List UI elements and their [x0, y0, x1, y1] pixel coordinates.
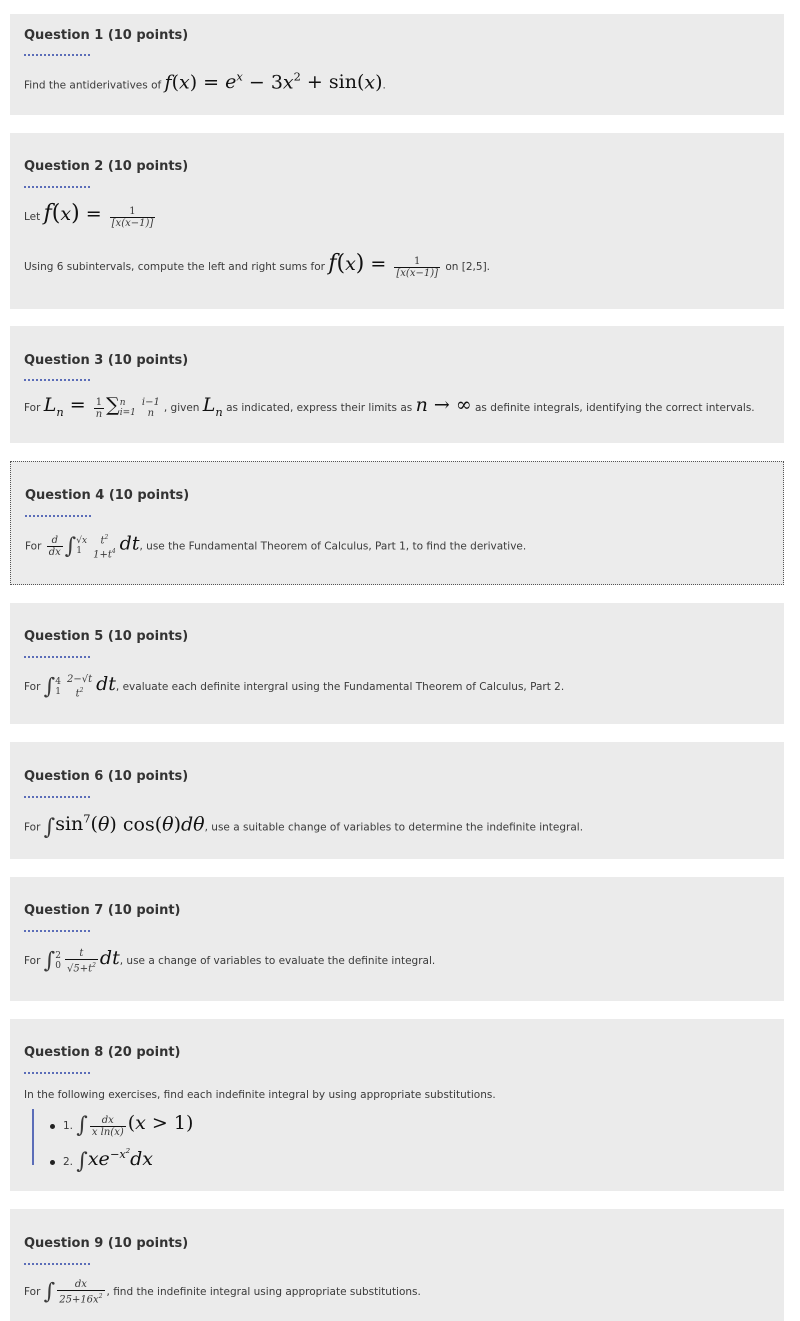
separator — [24, 930, 90, 932]
question-card-5 — [10, 603, 784, 724]
question-text: For $\int\sin^7(\theta)$ cos(θ)dθ, use a suitable change of variables to determine the indefinite integral. — [24, 812, 584, 840]
question-text: Find the antiderivatives of $f(x) = e^x - 3x^2 + \sin(x)$. — [24, 70, 386, 94]
question-card-3 — [10, 326, 784, 443]
separator — [24, 796, 90, 798]
separator — [24, 656, 90, 658]
question-text: For ∫ $\frac{dx}{25+16x^2}$ , find the indefinite integral using appropriate substitutions. — [24, 1279, 421, 1306]
question-card-6 — [10, 742, 784, 859]
question-text: In the following exercises, find each indefinite integral by using appropriate substitutions. — [24, 1089, 496, 1101]
question-title: Question 9 (10 points) — [24, 1236, 189, 1251]
separator — [24, 54, 90, 56]
question-card-1 — [10, 14, 784, 115]
math-fraction: $\frac{1}{[x(x-1)]}$ — [111, 205, 154, 229]
question-title: Question 5 (10 points) — [24, 629, 189, 644]
separator — [24, 186, 90, 188]
separator — [24, 1072, 90, 1074]
list-item: 1. ∫ $\frac{dx}{\text{x ln(x)}}$ (x > 1) — [50, 1109, 193, 1137]
question-text: For ∫ 4 1 2−√t $t^2$ dt, evaluate each definite intergral using the Fundamental Theorem of Calculus, Part 2. — [24, 673, 565, 700]
question-card-2 — [10, 133, 784, 309]
math-expression: f — [164, 71, 172, 94]
separator — [24, 379, 90, 381]
question-card-9 — [10, 1209, 784, 1321]
question-title: Question 1 (10 points) — [24, 28, 189, 43]
question-text-let: Let f(x) = $\frac{1}{[x(x-1)]}$ — [24, 201, 154, 229]
question-text: For $\frac{d}{dx}$ ∫ √x 1 $t^2$ $1+t^4$ dt, use the Fundamental Theorem of Calculus, Part 1, to find the derivative. — [25, 532, 527, 561]
question-text: Using 6 subintervals, compute the left and right sums for f(x) = $\frac{1}{[x(x-1)]}$ on [2,5]. — [24, 251, 491, 279]
question-title: Question 2 (10 points) — [24, 159, 189, 174]
bullet-icon — [50, 1124, 55, 1129]
question-text: For ∫ 2 0 $\frac{t}{√5+t^2}$ dt, use a change of variables to evaluate the definite integral. — [24, 947, 436, 975]
separator — [25, 515, 91, 517]
question-card-4 — [10, 461, 784, 585]
exercise-list — [32, 1109, 194, 1175]
question-title: Question 6 (10 points) — [24, 769, 189, 784]
question-card-7 — [10, 877, 784, 1001]
question-card-8 — [10, 1019, 784, 1191]
question-text: For $L_n$ = $\frac{1}{n}$ ∑ n i=1 i−1 n , given $L_n$ as indicated, express their limits as n → ∞ as definite integrals, identifying the correct intervals. — [24, 394, 755, 420]
separator — [24, 1263, 90, 1265]
list-item: 2. $\int xe^{-x^2}dx$ — [50, 1137, 193, 1165]
question-title: Question 4 (10 points) — [25, 488, 190, 503]
question-title: Question 8 (20 point) — [24, 1045, 181, 1060]
bullet-icon — [50, 1160, 55, 1165]
question-title: Question 7 (10 point) — [24, 903, 181, 918]
question-title: Question 3 (10 points) — [24, 353, 189, 368]
